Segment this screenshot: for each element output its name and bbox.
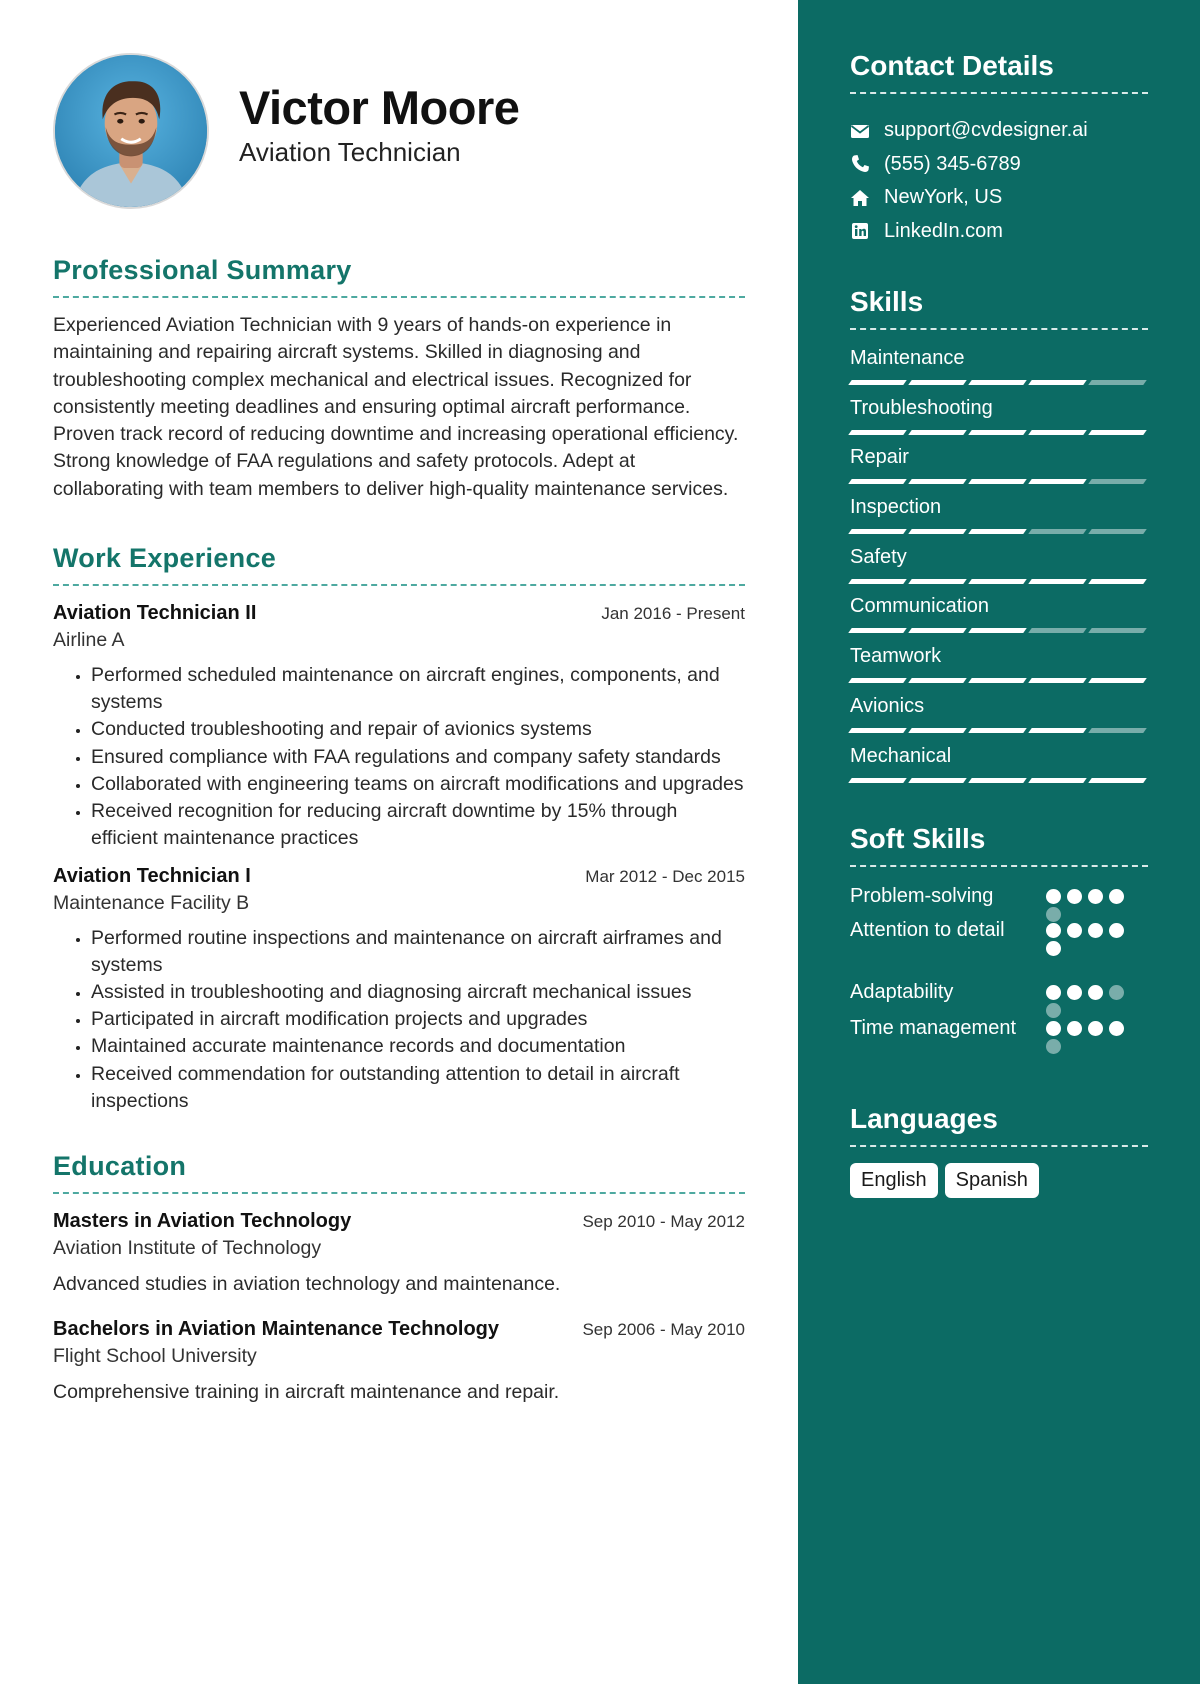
skills-section: [850, 286, 1148, 793]
soft-skill-item: [850, 917, 1148, 979]
skill-level-segment: [968, 728, 1027, 733]
skills-heading: Skills: [850, 286, 1148, 330]
summary-text: Experienced Aviation Technician with 9 years of hands-on experience in maintaining and repairing aircraft systems. Skilled in diagnosing and troubleshooting complex mechanical and electrical issues. Recognized for consistently meeting deadlines and ensuring optimal aircraft performance. Proven track record of reducing downtime and increasing operational efficiency. Strong knowledge of FAA regulations and safety protocols. Adept at collaborating with team members to deliver high-quality maintenance services.: [53, 314, 739, 500]
skill-name: Avionics: [850, 694, 925, 717]
soft-skill-dot: [1109, 1021, 1124, 1036]
skill-level-bar: [850, 678, 1148, 683]
languages-heading: Languages: [850, 1103, 1148, 1147]
skill-level-segment: [1088, 579, 1147, 584]
skill-level-segment: [848, 678, 907, 683]
skill-level-segment: [908, 529, 967, 534]
skill-level-segment: [1088, 430, 1147, 435]
skill-level-bar: [850, 728, 1148, 733]
skill-level-segment: [908, 778, 967, 783]
skill-level-segment: [1028, 479, 1087, 484]
education-header: [53, 1210, 745, 1233]
soft-skill-name: Time management: [850, 1017, 1016, 1040]
skill-level-segment: [848, 579, 907, 584]
skill-level-segment: [1088, 678, 1147, 683]
skill-level-segment: [1088, 778, 1147, 783]
skill-item: [850, 346, 1148, 396]
education-dates: Sep 2006 - May 2010: [582, 1319, 745, 1339]
person-portrait-icon: [55, 55, 207, 207]
skill-level-segment: [848, 728, 907, 733]
soft-skill-dot: [1109, 889, 1124, 904]
skill-level-segment: [968, 529, 1027, 534]
skill-name: Mechanical: [850, 744, 952, 767]
skill-level-segment: [848, 628, 907, 633]
soft-skill-name: Problem-solving: [850, 885, 994, 908]
skill-level-segment: [848, 529, 907, 534]
profile-photo: [53, 53, 209, 209]
education-heading: Education: [53, 1151, 745, 1194]
job-bullets: [53, 925, 745, 1115]
skill-level-bar: [850, 380, 1148, 385]
skill-level-segment: [1028, 728, 1087, 733]
skill-item: [850, 694, 1148, 744]
skill-level-segment: [908, 430, 967, 435]
contact-text: support@cvdesigner.ai: [884, 119, 1088, 142]
job-dates: Mar 2012 - Dec 2015: [585, 866, 745, 886]
education-entry: [53, 1318, 745, 1404]
job-bullet: • Conducted troubleshooting and repair of avionics systems: [91, 716, 745, 743]
degree: Bachelors in Aviation Maintenance Technology: [53, 1317, 500, 1340]
skill-name: Troubleshooting: [850, 396, 993, 419]
education-section: [53, 1151, 745, 1404]
skill-level-segment: [968, 380, 1027, 385]
soft-skills-section: [850, 823, 1148, 1073]
contact-text: (555) 345-6789: [884, 152, 1021, 175]
job-header: [53, 602, 745, 625]
skill-item: [850, 644, 1148, 694]
experience-heading: Work Experience: [53, 543, 745, 586]
skill-name: Communication: [850, 595, 989, 618]
contact-heading: Contact Details: [850, 50, 1148, 94]
skill-level-bar: [850, 529, 1148, 534]
education-header: [53, 1318, 745, 1341]
skill-name: Repair: [850, 446, 909, 469]
skill-level-segment: [848, 479, 907, 484]
skill-level-segment: [1028, 778, 1087, 783]
soft-skill-name: Adaptability: [850, 981, 954, 1004]
job-bullet: • Collaborated with engineering teams on aircraft modifications and upgrades: [91, 771, 745, 798]
skill-level-segment: [1028, 628, 1087, 633]
skill-name: Maintenance: [850, 347, 965, 369]
soft-skill-dot: [1046, 923, 1061, 938]
skill-level-bar: [850, 628, 1148, 633]
skill-level-bar: [850, 430, 1148, 435]
job-bullet: • Participated in aircraft modification projects and upgrades: [91, 1006, 745, 1033]
header: [53, 52, 745, 210]
soft-skill-list: [850, 883, 1148, 1073]
education-dates: Sep 2010 - May 2012: [582, 1211, 745, 1231]
job-dates: Jan 2016 - Present: [601, 604, 745, 624]
skill-item: [850, 396, 1148, 446]
soft-skill-dot: [1088, 1021, 1103, 1036]
skill-level-segment: [968, 778, 1027, 783]
skill-level-segment: [848, 430, 907, 435]
contact-location: [850, 181, 1148, 215]
languages-section: [850, 1103, 1148, 1198]
skill-item: [850, 545, 1148, 595]
job-entry: [53, 865, 745, 1115]
skill-level-segment: [968, 678, 1027, 683]
job-bullet: • Performed routine inspections and maintenance on aircraft airframes and systems: [91, 925, 745, 979]
soft-skill-dot: [1046, 1039, 1061, 1054]
contact-text: NewYork, US: [884, 186, 1003, 209]
job-organization: Airline A: [53, 629, 125, 652]
soft-skill-dot: [1046, 941, 1061, 956]
soft-skill-dot: [1046, 985, 1061, 1000]
soft-skill-dot: [1067, 985, 1082, 1000]
contact-text: LinkedIn.com: [884, 219, 1003, 242]
job-role: Aviation Technician II: [53, 602, 257, 625]
soft-skill-dots: [1046, 1015, 1136, 1054]
skill-name: Safety: [850, 545, 907, 568]
soft-skill-dot: [1046, 889, 1061, 904]
candidate-name: Victor Moore: [239, 80, 520, 134]
skill-level-segment: [968, 579, 1027, 584]
soft-skills-heading: Soft Skills: [850, 823, 1148, 867]
skill-level-bar: [850, 579, 1148, 584]
contact-email[interactable]: [850, 114, 1148, 148]
language-pill: English: [850, 1163, 938, 1198]
education-entry: [53, 1210, 745, 1296]
linkedin-icon: [850, 221, 870, 241]
skill-level-segment: [908, 579, 967, 584]
contact-section: [850, 50, 1148, 248]
skill-list: [850, 346, 1148, 793]
language-list: [850, 1163, 1148, 1198]
skill-level-segment: [1088, 628, 1147, 633]
skill-level-segment: [848, 778, 907, 783]
soft-skill-dot: [1109, 923, 1124, 938]
skill-level-segment: [968, 479, 1027, 484]
job-bullet: • Received recognition for reducing aircraft downtime by 15% through efficient maintenance practices: [91, 798, 745, 852]
skill-level-segment: [968, 628, 1027, 633]
skill-level-segment: [908, 678, 967, 683]
skill-item: [850, 594, 1148, 644]
summary-heading: Professional Summary: [53, 255, 745, 298]
phone-icon: [850, 154, 870, 174]
skill-level-segment: [1088, 529, 1147, 534]
skill-level-segment: [908, 728, 967, 733]
job-bullet: • Ensured compliance with FAA regulations and company safety standards: [91, 744, 745, 771]
soft-skill-dots: [1046, 917, 1136, 956]
soft-skill-dot: [1067, 923, 1082, 938]
soft-skill-dot: [1109, 985, 1124, 1000]
job-bullets: [53, 662, 745, 852]
contact-list: [850, 114, 1148, 248]
degree: Masters in Aviation Technology: [53, 1209, 352, 1232]
job-organization: Maintenance Facility B: [53, 891, 250, 914]
skill-level-segment: [1028, 579, 1087, 584]
skill-level-segment: [1028, 430, 1087, 435]
soft-skill-name: Attention to detail: [850, 919, 1005, 942]
skill-level-segment: [1088, 728, 1147, 733]
skill-level-segment: [908, 628, 967, 633]
education-description: Advanced studies in aviation technology and maintenance.: [53, 1272, 561, 1295]
education-description: Comprehensive training in aircraft maintenance and repair.: [53, 1380, 560, 1403]
soft-skill-dot: [1088, 923, 1103, 938]
contact-phone[interactable]: [850, 148, 1148, 182]
skill-level-bar: [850, 479, 1148, 484]
job-bullet: • Assisted in troubleshooting and diagnosing aircraft mechanical issues: [91, 979, 745, 1006]
skill-level-segment: [968, 430, 1027, 435]
soft-skill-item: [850, 979, 1148, 1015]
skill-name: Inspection: [850, 496, 942, 519]
skill-level-segment: [908, 380, 967, 385]
job-bullet: • Maintained accurate maintenance records and documentation: [91, 1033, 745, 1060]
name-block: [239, 82, 519, 169]
candidate-title: Aviation Technician: [239, 137, 461, 168]
skill-level-bar: [850, 778, 1148, 783]
soft-skill-dots: [1046, 979, 1136, 1018]
contact-linkedin[interactable]: [850, 215, 1148, 249]
soft-skill-item: [850, 1015, 1148, 1073]
skill-level-segment: [848, 380, 907, 385]
job-bullet: • Performed scheduled maintenance on aircraft engines, components, and systems: [91, 662, 745, 716]
job-role: Aviation Technician I: [53, 864, 251, 887]
school: Flight School University: [53, 1344, 257, 1367]
skill-level-segment: [1028, 529, 1087, 534]
skill-item: [850, 445, 1148, 495]
sidebar: [798, 0, 1200, 1684]
job-entry: [53, 602, 745, 852]
skill-level-segment: [1028, 380, 1087, 385]
soft-skill-dot: [1067, 889, 1082, 904]
soft-skill-dot: [1088, 889, 1103, 904]
home-icon: [850, 188, 870, 208]
summary-section: [53, 255, 745, 503]
job-header: [53, 865, 745, 888]
skill-level-segment: [1028, 678, 1087, 683]
soft-skill-dot: [1046, 1021, 1061, 1036]
skill-level-segment: [1088, 479, 1147, 484]
soft-skill-item: [850, 883, 1148, 917]
language-pill: Spanish: [945, 1163, 1039, 1198]
soft-skill-dot: [1088, 985, 1103, 1000]
skill-item: [850, 744, 1148, 794]
skill-level-segment: [1088, 380, 1147, 385]
soft-skill-dot: [1067, 1021, 1082, 1036]
skill-name: Teamwork: [850, 645, 942, 668]
school: Aviation Institute of Technology: [53, 1236, 322, 1259]
skill-level-segment: [908, 479, 967, 484]
job-bullet: • Received commendation for outstanding attention to detail in aircraft inspections: [91, 1061, 745, 1115]
envelope-icon: [850, 121, 870, 141]
skill-item: [850, 495, 1148, 545]
experience-section: [53, 543, 745, 1115]
